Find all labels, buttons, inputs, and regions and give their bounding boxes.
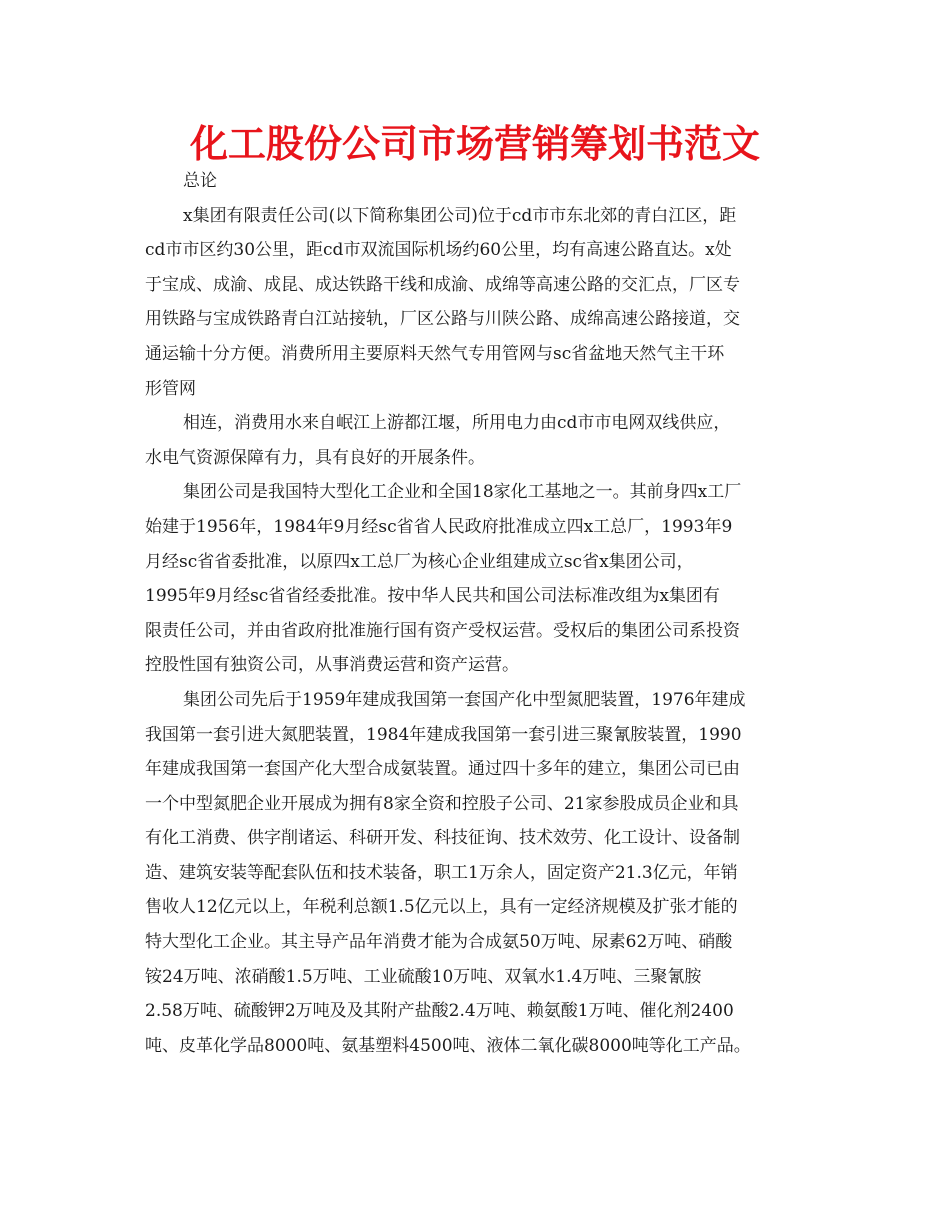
text-line: 相连，消费用水来自岷江上游都江堰，所用电力由cd市市电网双线供应，: [183, 413, 731, 434]
text-line: x集团有限责任公司(以下简称集团公司)位于cd市市东北郊的青白江区，距: [183, 205, 737, 226]
text-line: 总论: [183, 171, 217, 191]
text-line: 特大型化工企业。其主导产品年消费才能为合成氨50万吨、尿素62万吨、硝酸: [145, 932, 733, 953]
text-line: 始建于1956年，1984年9月经sc省省人民政府批准成立四x工总厂，1993年9: [145, 516, 733, 537]
text-line: 1995年9月经sc省省经委批准。按中华人民共和国公司法标准改组为x集团有: [145, 586, 720, 607]
text-line: 2.58万吨、硫酸钾2万吨及及其附产盐酸2.4万吨、赖氨酸1万吨、催化剂2400: [145, 1001, 734, 1022]
text-line: 限责任公司，并由省政府批准施行国有资产受权运营。受权后的集团公司系投资: [145, 620, 740, 641]
text-line: 控股性国有独资公司，从事消费运营和资产运营。: [145, 655, 519, 676]
text-line: 形管网: [145, 378, 196, 399]
text-line: 我国第一套引进大氮肥装置，1984年建成我国第一套引进三聚氰胺装置，1990: [145, 724, 742, 745]
text-line: 用铁路与宝成铁路青白江站接轨，厂区公路与川陕公路、成绵高速公路接道，交: [145, 309, 740, 330]
text-line: 一个中型氮肥企业开展成为拥有8家全资和控股子公司、21家参股成员企业和具: [145, 793, 739, 814]
document-body: [145, 164, 805, 1063]
document-title: 化工股份公司市场营销筹划书范文: [189, 122, 760, 166]
text-line: 集团公司先后于1959年建成我国第一套国产化中型氮肥装置，1976年建成: [183, 689, 746, 710]
text-line: 吨、皮革化学品8000吨、氨基塑料4500吨、液体二氧化碳8000吨等化工产品。: [145, 1035, 751, 1056]
text-line: 铵24万吨、浓硝酸1.5万吨、工业硫酸10万吨、双氧水1.4万吨、三聚氰胺: [145, 966, 702, 987]
text-line: 于宝成、成渝、成昆、成达铁路干线和成渝、成绵等高速公路的交汇点，厂区专: [145, 274, 740, 295]
text-line: 售收人12亿元以上，年税利总额1.5亿元以上，具有一定经济规模及扩张才能的: [145, 897, 738, 918]
text-line: cd市市区约30公里，距cd市双流国际机场约60公里，均有高速公路直达。x处: [145, 240, 732, 261]
text-line: 年建成我国第一套国产化大型合成氨装置。通过四十多年的建立，集团公司已由: [145, 759, 740, 780]
text-line: 通运输十分方便。消费所用主要原料天然气专用管网与sc省盆地天然气主干环: [145, 343, 725, 364]
text-line: 月经sc省省委批准，以原四x工总厂为核心企业组建成立sc省x集团公司，: [145, 551, 694, 572]
text-line: 集团公司是我国特大型化工企业和全国18家化工基地之一。其前身四x工厂: [183, 482, 742, 503]
text-line: 有化工消费、供字削诸运、科研开发、科技征询、技术效劳、化工设计、设备制: [145, 828, 740, 849]
text-line: 造、建筑安装等配套队伍和技术装备，职工1万余人，固定资产21.3亿元，年销: [145, 862, 738, 883]
text-line: 水电气资源保障有力，具有良好的开展条件。: [145, 447, 485, 468]
